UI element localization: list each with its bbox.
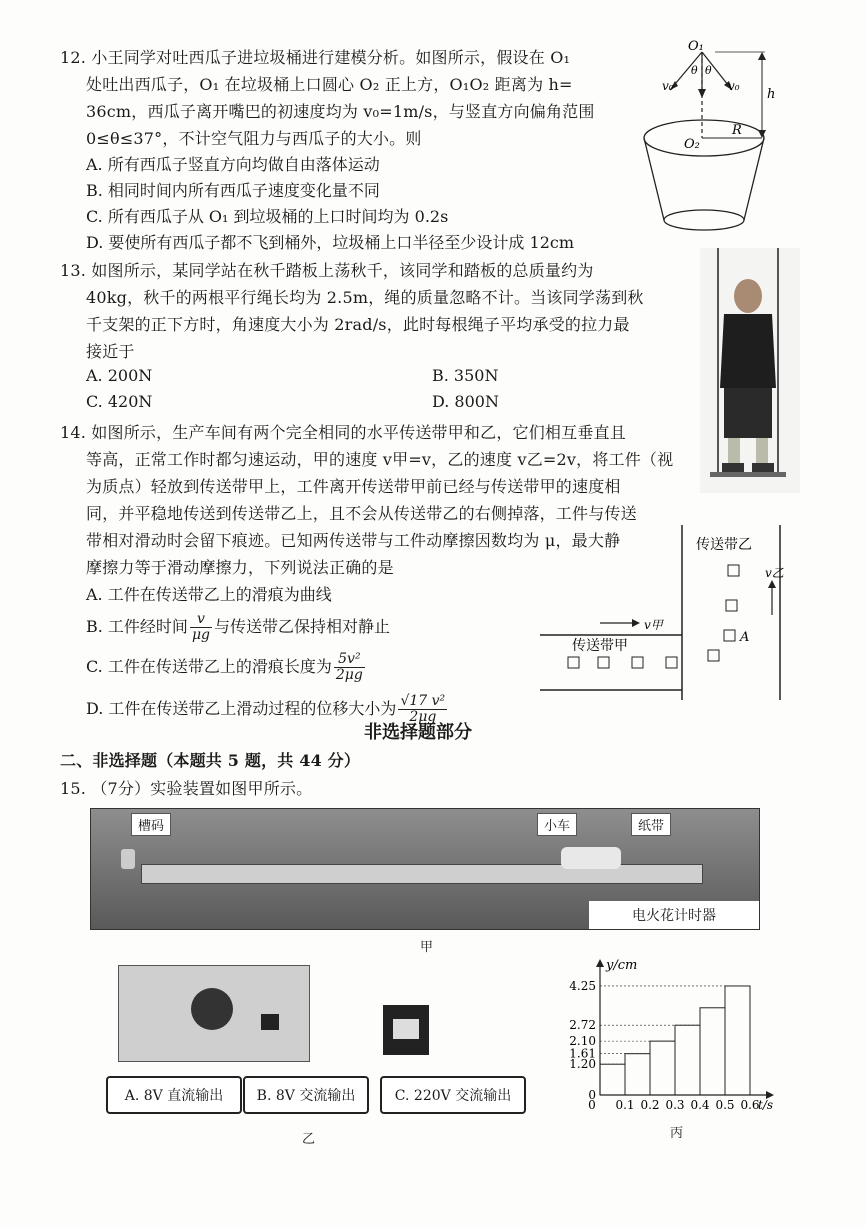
q13-option-b[interactable]: B. 350N — [432, 366, 499, 385]
power-knob — [191, 988, 233, 1030]
timer-label: 电火花计时器 — [589, 901, 759, 929]
y-axis-label: y/cm — [606, 958, 638, 973]
q13-line-3: 千支架的正下方时，角速度大小为 2rad/s，此时每根绳子平均承受的拉力最 — [86, 315, 630, 334]
conveyor-diagram — [540, 525, 800, 700]
bar-0 — [600, 1064, 625, 1095]
fig-yi-caption: 乙 — [302, 1132, 316, 1147]
belt-jia-label: 传送带甲 — [572, 638, 628, 654]
o1-label: O₁ — [688, 39, 704, 54]
v-yi-label: v乙 — [765, 566, 784, 580]
q14-option-b[interactable] — [86, 612, 390, 643]
q12-line-2: 处吐出西瓜子，O₁ 在垃圾桶上口圆心 O₂ 正上方，O₁O₂ 距离为 h= — [86, 75, 573, 94]
bar-5 — [725, 986, 750, 1095]
q13-option-c[interactable]: C. 420N — [86, 392, 153, 411]
q12-option-b[interactable]: B. 相同时间内所有西瓜子速度变化量不同 — [86, 181, 380, 200]
bar-4 — [700, 1008, 725, 1095]
o2-label: O₂ — [684, 137, 700, 152]
option-a-dc-output[interactable]: A. 8V 直流输出 — [106, 1076, 242, 1114]
swing-photo — [700, 248, 800, 493]
q14-line-6: 摩擦力等于滑动摩擦力，下列说法正确的是 — [86, 558, 394, 577]
x-tick-1: 0.1 — [615, 1098, 635, 1112]
socket-photo — [383, 1005, 429, 1055]
weight — [121, 849, 135, 869]
v-jia-label: v甲 — [644, 618, 663, 632]
x-axis-label: t/s — [758, 1098, 774, 1112]
q14-option-c-numerator: 5v² — [334, 652, 365, 668]
q14-option-b-denominator: μg — [191, 627, 210, 643]
belt-yi-label: 传送带乙 — [696, 537, 752, 553]
q13-line-2: 40kg，秋千的两根平行绳长均为 2.5m，绳的质量忽略不计。当该同学荡到秋 — [86, 288, 644, 307]
bar-3 — [675, 1025, 700, 1095]
x-tick-0: 0 — [588, 1098, 596, 1112]
q14-line-3: 为质点）轻放到传送带甲上，工件离开传送带甲前已经与传送带甲的速度相 — [86, 477, 621, 496]
q14-option-d-prefix: D. 工件在传送带乙上滑动过程的位移大小为 — [86, 699, 397, 718]
v0-right-label: v₀ — [728, 79, 740, 93]
q14-option-c-denominator: 2μg — [335, 667, 363, 683]
q14-option-d-numerator: √17 v² — [400, 693, 446, 709]
r-label: R — [732, 123, 742, 138]
y-tick-2: 1.61 — [569, 1046, 596, 1061]
fig-jia-caption: 甲 — [420, 940, 434, 955]
option-b-ac-output[interactable]: B. 8V 交流输出 — [243, 1076, 369, 1114]
y-tick-4: 2.72 — [569, 1018, 596, 1033]
q14-option-b-numerator: v — [190, 612, 212, 628]
q12-option-c[interactable]: C. 所有西瓜子从 O₁ 到垃圾桶的上口时间均为 0.2s — [86, 207, 449, 226]
q14-option-d-denominator: 2μg — [409, 709, 437, 725]
x-tick-5: 0.5 — [715, 1098, 735, 1112]
experiment-apparatus-photo — [90, 808, 760, 930]
q12-line-4: 0≤θ≤37°，不计空气阻力与西瓜子的大小。则 — [86, 129, 422, 148]
cart — [561, 847, 621, 869]
q14-line-5: 带相对滑动时会留下痕迹。已知两传送带与工件动摩擦因数均为 μ，最大静 — [86, 531, 621, 550]
theta-right-label: θ — [705, 64, 712, 77]
h-label: h — [767, 87, 776, 102]
fig-bing-caption: 丙 — [670, 1126, 684, 1141]
x-tick-6: 0.6 — [740, 1098, 760, 1112]
q14-option-c[interactable] — [86, 652, 367, 683]
y-tick-1: 1.20 — [569, 1057, 596, 1072]
bucket-diagram — [640, 38, 790, 238]
x-tick-4: 0.4 — [690, 1098, 710, 1112]
section2-heading: 二、非选择题（本题共 5 题，共 44 分） — [60, 751, 361, 770]
q14-option-c-fraction — [334, 652, 365, 683]
v0-left-label: v₀ — [662, 79, 674, 93]
option-c-ac-220v-output[interactable]: C. 220V 交流输出 — [380, 1076, 526, 1114]
q14-option-b-prefix: B. 工件经时间 — [86, 617, 188, 636]
tape-segment-chart — [550, 955, 790, 1120]
q13-option-a[interactable]: A. 200N — [86, 366, 153, 385]
power-supply-photo — [118, 965, 310, 1062]
y-tick-3: 2.10 — [569, 1034, 596, 1049]
q13-line-1: 13. 如图所示，某同学站在秋千踏板上荡秋千，该同学和踏板的总质量约为 — [60, 261, 594, 280]
q14-line-1: 14. 如图所示，生产车间有两个完全相同的水平传送带甲和乙，它们相互垂直且 — [60, 423, 626, 442]
q14-option-b-suffix: 与传送带乙保持相对静止 — [214, 617, 391, 636]
x-tick-3: 0.3 — [665, 1098, 685, 1112]
socket-face — [393, 1019, 419, 1039]
q13-line-4: 接近于 — [86, 342, 135, 361]
cart-label: 小车 — [537, 813, 577, 836]
weight-label: 槽码 — [131, 813, 171, 836]
section-title: 非选择题部分 — [364, 722, 472, 743]
q14-line-2: 等高，正常工作时都匀速运动，甲的速度 v甲=v，乙的速度 v乙=2v，将工件（视 — [86, 450, 674, 469]
y-tick-5: 4.25 — [569, 978, 596, 993]
q14-option-a[interactable]: A. 工件在传送带乙上的滑痕为曲线 — [86, 585, 332, 604]
q15-intro: 15. （7分）实验装置如图甲所示。 — [60, 779, 313, 798]
y-axis-arrow — [596, 959, 604, 967]
theta-left-label: θ — [691, 64, 698, 77]
q12-option-a[interactable]: A. 所有西瓜子竖直方向均做自由落体运动 — [86, 155, 380, 174]
tape-label: 纸带 — [631, 813, 671, 836]
bar-1 — [625, 1054, 650, 1095]
q13-option-d[interactable]: D. 800N — [432, 392, 499, 411]
q12-line-1: 12. 小王同学对吐西瓜子进垃圾桶进行建模分析。如图所示，假设在 O₁ — [60, 48, 571, 67]
q14-line-4: 同，并平稳地传送到传送带乙上，且不会从传送带乙的右侧掉落，工件与传送 — [86, 504, 637, 523]
q12-option-d[interactable]: D. 要使所有西瓜子都不飞到桶外，垃圾桶上口半径至少设计成 12cm — [86, 233, 575, 252]
bar-2 — [650, 1041, 675, 1095]
point-a-label: A — [740, 630, 750, 645]
q12-line-3: 36cm，西瓜子离开嘴巴的初速度均为 v₀=1m/s，与竖直方向偏角范围 — [86, 102, 595, 121]
power-switch — [261, 1014, 279, 1030]
q14-option-c-prefix: C. 工件在传送带乙上的滑痕长度为 — [86, 657, 332, 676]
x-tick-2: 0.2 — [640, 1098, 660, 1112]
q14-option-b-fraction — [190, 612, 212, 643]
y-tick-0: 0 — [588, 1088, 596, 1102]
